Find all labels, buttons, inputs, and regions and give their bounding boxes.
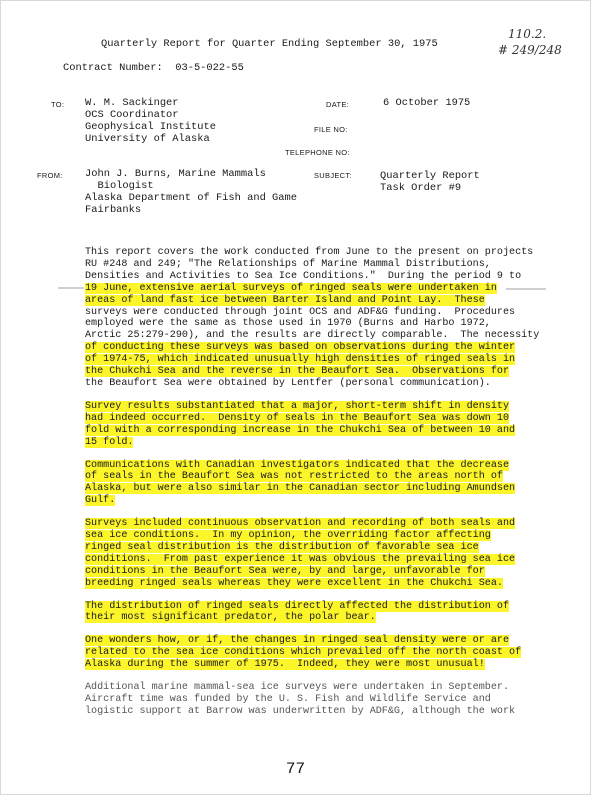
body-line-highlighted: 19 June, extensive aerial surveys of ringed seals were undertaken in [85, 282, 497, 294]
body-line: surveys were conducted through joint OCS and ADF&G funding. Procedures [85, 306, 516, 318]
body-line-highlighted: related to the sea ice conditions which prevailed off the north coast of [85, 647, 522, 659]
body-line-highlighted: One wonders how, or if, the changes in ringed seal density were or are [85, 635, 510, 647]
body-line-highlighted: conditions. From past experience it was obvious the prevailing sea ice [85, 553, 516, 565]
from-line-4: Fairbanks [85, 204, 142, 216]
report-title-line: Quarterly Report for Quarter Ending September 30, 1975 [101, 38, 438, 50]
body-line-highlighted: of 1974-75, which indicated unusually high densities of ringed seals in [85, 354, 516, 366]
subject-label: SUBJECT: [314, 171, 352, 180]
to-line-3: Geophysical Institute [85, 121, 216, 133]
file-no-label: FILE NO: [314, 125, 348, 134]
to-line-1: W. M. Sackinger [85, 97, 179, 109]
body-line-highlighted: ringed seal distribution is the distribution of favorable sea ice [85, 541, 479, 553]
body-line: Aircraft time was funded by the U. S. Fish and Wildlife Service and [85, 694, 491, 705]
body-line: the Beaufort Sea were obtained by Lentfer (personal communication). [85, 377, 491, 389]
from-line-2: Biologist [85, 180, 154, 192]
body-line-highlighted: of conducting these surveys was based on observations during the winter [85, 342, 516, 354]
from-label: FROM: [37, 171, 63, 180]
body-line-highlighted: their most significant predator, the polar bear. [85, 612, 376, 624]
handwritten-reference: # 249/248 [498, 43, 562, 57]
report-body [85, 247, 540, 729]
to-line-2: OCS Coordinator [85, 109, 179, 121]
to-label: TO: [51, 100, 65, 109]
to-line-4: University of Alaska [85, 133, 210, 145]
body-line-highlighted: of seals in the Beaufort Sea was not restricted to the areas north of [85, 471, 503, 483]
contract-number: Contract Number: 03-5-022-55 [63, 62, 244, 74]
handwritten-note-top: 110.2. [508, 27, 547, 41]
body-line: logistic support at Barrow was underwritten by ADF&G, although the work [85, 705, 516, 717]
body-line: RU #248 and 249; "The Relationships of Marine Mammal Distributions, [85, 258, 491, 270]
body-line-highlighted: had indeed occurred. Density of seals in the Beaufort Sea was down 10 [85, 412, 510, 424]
paragraph-canadian-communications [85, 460, 525, 508]
body-line-highlighted: Communications with Canadian investigators indicated that the decrease [85, 459, 510, 471]
body-line-highlighted: the Chukchi Sea and the reverse in the Beaufort Sea. Observations for [85, 366, 510, 378]
body-line-highlighted: Alaska during the summer of 1975. Indeed, they were most unusual! [85, 659, 485, 671]
subject-line-1: Quarterly Report [380, 170, 480, 182]
telephone-label: TELEPHONE NO: [285, 148, 350, 157]
date-value: 6 October 1975 [383, 97, 471, 109]
page-number: 77 [285, 760, 306, 778]
body-line-highlighted: Survey results substantiated that a major, short-term shift in density [85, 400, 510, 412]
body-line-highlighted: breeding ringed seals whereas they were excellent in the Chukchi Sea. [85, 577, 503, 589]
body-line-highlighted: Surveys included continuous observation and recording of both seals and [85, 518, 516, 530]
paragraph-polar-bear [85, 601, 525, 625]
paragraph-summer-1975 [85, 635, 525, 671]
paragraph-intro [85, 247, 540, 390]
body-line-highlighted: Gulf. [85, 495, 116, 507]
subject-line-2: Task Order #9 [380, 182, 462, 194]
from-line-3: Alaska Department of Fish and Game [85, 192, 298, 204]
body-line-highlighted: The distribution of ringed seals directly affected the distribution of [85, 600, 510, 612]
body-line-highlighted: sea ice conditions. In my opinion, the overriding factor affecting [85, 530, 491, 542]
body-line-highlighted: Alaska, but were also similar in the Canadian sector including Amundsen [85, 483, 516, 495]
body-line: Arctic 25:279-290), and the results are directly comparable. The necessity [85, 330, 540, 342]
date-label: DATE: [326, 100, 350, 109]
body-line-highlighted: fold with a corresponding increase in the Chukchi Sea of between 10 and [85, 424, 516, 436]
body-line-highlighted: areas of land fast ice between Barter Island and Point Lay. These [85, 294, 485, 306]
body-line: employed were the same as those used in 1970 (Burns and Harbo 1972, [85, 318, 491, 330]
paragraph-sea-ice-conditions [85, 518, 525, 589]
from-line-1: John J. Burns, Marine Mammals [85, 168, 266, 180]
body-line-highlighted: 15 fold. [85, 436, 134, 448]
scan-mark-left [58, 287, 84, 289]
paragraph-additional-surveys [85, 682, 525, 718]
body-line-highlighted: conditions in the Beaufort Sea were, by and large, unfavorable for [85, 565, 485, 577]
paragraph-survey-results [85, 401, 525, 449]
body-line: This report covers the work conducted from June to the present on projects [85, 247, 534, 258]
body-line: Additional marine mammal-sea ice surveys were undertaken in September. [85, 682, 510, 694]
body-line: Densities and Activities to Sea Ice Conditions." During the period 9 to [85, 270, 522, 282]
